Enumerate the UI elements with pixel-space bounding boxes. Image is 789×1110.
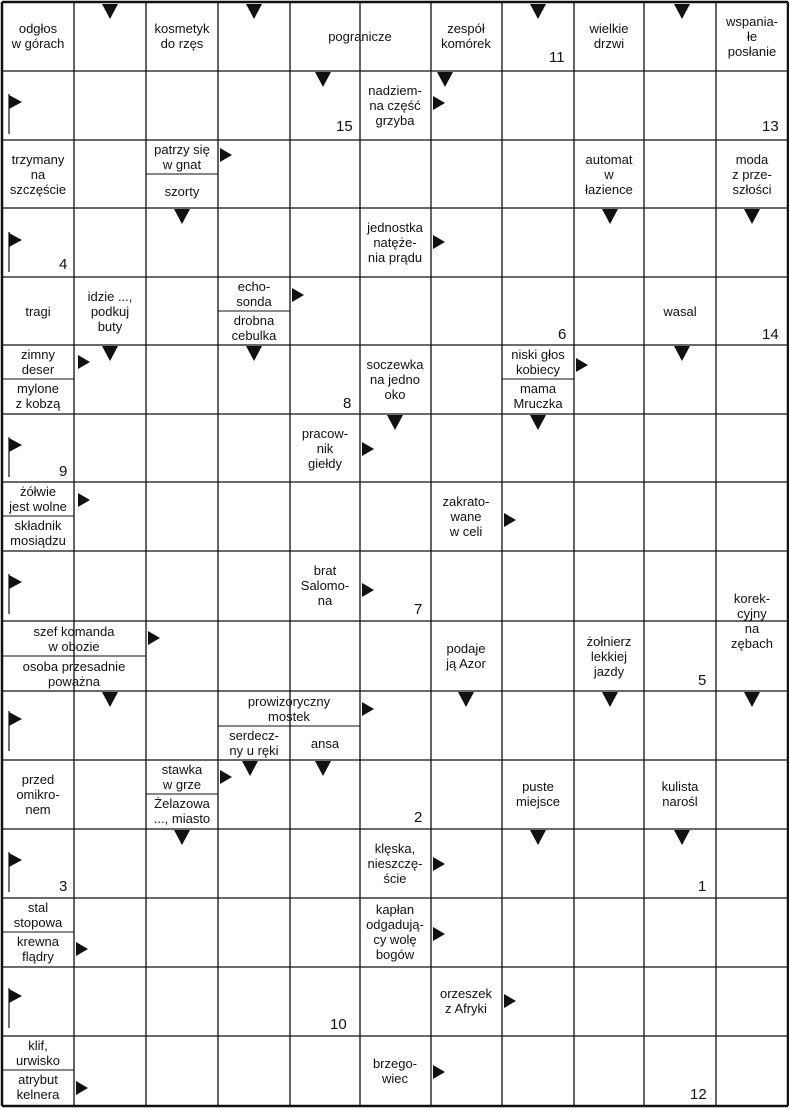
solution-number: 2 bbox=[414, 809, 423, 826]
clue-cell: soczewka na jedno oko bbox=[366, 356, 424, 402]
down-arrow-icon bbox=[246, 346, 262, 361]
clue-cell: wspania- łe posłanie bbox=[725, 13, 779, 59]
solution-number: 15 bbox=[336, 118, 353, 135]
down-arrow-icon bbox=[246, 4, 262, 19]
down-arrow-icon bbox=[744, 209, 760, 224]
clue-cell: kulista narośl bbox=[661, 779, 699, 809]
bent-arrow-icon bbox=[9, 94, 22, 134]
down-arrow-icon bbox=[387, 415, 403, 430]
bent-arrow-icon bbox=[9, 574, 22, 614]
right-arrow-icon bbox=[433, 927, 445, 941]
down-arrow-icon bbox=[744, 692, 760, 707]
clue-cell: żołnierz lekkiej jazdy bbox=[586, 633, 632, 679]
down-arrow-icon bbox=[530, 415, 546, 430]
solution-number: 1 bbox=[698, 878, 707, 895]
clue-cell: stal stopowa bbox=[13, 900, 63, 930]
clue-cell: szorty bbox=[164, 183, 200, 199]
clue-cell: puste miejsce bbox=[515, 779, 561, 809]
clue-cell: serdecz- ny u ręki bbox=[229, 728, 279, 758]
clue-cell: stawka w grze bbox=[161, 762, 203, 792]
down-arrow-icon bbox=[530, 4, 546, 19]
clue-cell: mylone z kobzą bbox=[15, 381, 61, 411]
clue-cell: odgłos w górach bbox=[11, 21, 65, 51]
down-arrow-icon bbox=[530, 830, 546, 845]
clue-cell: niski głos kobiecy bbox=[511, 347, 565, 377]
solution-number: 14 bbox=[762, 326, 779, 343]
solution-number: 11 bbox=[549, 49, 565, 66]
clue-cell: moda z prze- szłości bbox=[732, 151, 772, 197]
right-arrow-icon bbox=[504, 513, 516, 527]
right-arrow-icon bbox=[292, 288, 304, 302]
clue-cell: kosmetyk do rzęs bbox=[154, 21, 210, 51]
down-arrow-icon bbox=[602, 209, 618, 224]
solution-number: 10 bbox=[330, 1016, 347, 1033]
clue-cell: szef komanda w obozie bbox=[33, 623, 115, 654]
solution-number: 4 bbox=[59, 256, 68, 273]
right-arrow-icon bbox=[433, 1065, 445, 1079]
down-arrow-icon bbox=[674, 4, 690, 19]
clue-cell: atrybut kelnera bbox=[16, 1072, 60, 1102]
clue-cell: wielkie drzwi bbox=[589, 21, 629, 51]
clue-cell: drobna cebulka bbox=[231, 313, 277, 343]
clue-cell: podaje ją Azor bbox=[446, 641, 486, 671]
bent-arrow-icon bbox=[9, 711, 22, 751]
clue-cell: nadziem- na część grzyba bbox=[368, 82, 422, 128]
clue-cell: żółwie jest wolne bbox=[9, 484, 67, 514]
bent-arrow-icon bbox=[9, 988, 22, 1028]
solution-number: 6 bbox=[558, 326, 567, 343]
right-arrow-icon bbox=[362, 442, 374, 456]
clue-cell: pogranicze bbox=[328, 28, 392, 44]
clue-cell: zakrato- wane w celi bbox=[442, 493, 490, 539]
clue-cell: pracow- nik giełdy bbox=[301, 425, 349, 471]
right-arrow-icon bbox=[220, 148, 232, 162]
down-arrow-icon bbox=[102, 4, 118, 19]
down-arrow-icon bbox=[174, 209, 190, 224]
clue-cell: patrzy się w gnat bbox=[154, 142, 210, 172]
down-arrow-icon bbox=[102, 692, 118, 707]
down-arrow-icon bbox=[102, 346, 118, 361]
clue-cell: mama Mruczka bbox=[513, 381, 563, 411]
clue-cell: przed omikro- nem bbox=[16, 771, 60, 817]
clue-cell: trzymany na szczęście bbox=[9, 151, 67, 197]
right-arrow-icon bbox=[148, 631, 160, 645]
right-arrow-icon bbox=[76, 942, 88, 956]
right-arrow-icon bbox=[504, 994, 516, 1008]
down-arrow-icon bbox=[174, 830, 190, 845]
clue-cell: idzie ..., podkuj buty bbox=[87, 288, 133, 334]
clue-cell: klif, urwisko bbox=[15, 1038, 61, 1068]
solution-number: 5 bbox=[698, 672, 707, 689]
right-arrow-icon bbox=[362, 583, 374, 597]
solution-number: 9 bbox=[59, 463, 68, 480]
clue-cell: składnik mosiądzu bbox=[10, 518, 66, 548]
right-arrow-icon bbox=[78, 493, 90, 507]
clue-cell: korek- cyjny na zębach bbox=[731, 591, 773, 651]
clue-cell: klęska, nieszczę- ście bbox=[367, 840, 423, 886]
right-arrow-icon bbox=[220, 770, 232, 784]
clue-cell: wasal bbox=[663, 303, 697, 319]
solution-number: 12 bbox=[690, 1086, 707, 1103]
clue-cell: zimny deser bbox=[21, 347, 55, 377]
right-arrow-icon bbox=[78, 355, 90, 369]
solution-number: 8 bbox=[343, 395, 352, 412]
clue-cell: echo- sonda bbox=[236, 279, 272, 309]
down-arrow-icon bbox=[242, 761, 258, 776]
right-arrow-icon bbox=[576, 358, 588, 372]
clue-cell: ansa bbox=[310, 735, 340, 751]
clue-cell: tragi bbox=[25, 303, 51, 319]
down-arrow-icon bbox=[602, 692, 618, 707]
down-arrow-icon bbox=[437, 72, 453, 87]
solution-number: 13 bbox=[762, 118, 779, 135]
right-arrow-icon bbox=[433, 96, 445, 110]
down-arrow-icon bbox=[674, 830, 690, 845]
right-arrow-icon bbox=[76, 1081, 88, 1095]
clue-cell: kapłan odgadują- cy wolę bogów bbox=[366, 902, 424, 962]
clue-cell: prowizoryczny mostek bbox=[247, 693, 331, 724]
down-arrow-icon bbox=[458, 692, 474, 707]
down-arrow-icon bbox=[315, 761, 331, 776]
clue-cell: krewna flądry bbox=[17, 934, 59, 964]
clue-cell: brat Salomo- na bbox=[300, 562, 350, 608]
down-arrow-icon bbox=[315, 72, 331, 87]
right-arrow-icon bbox=[433, 235, 445, 249]
right-arrow-icon bbox=[433, 857, 445, 871]
clue-cell: orzeszek z Afryki bbox=[439, 986, 493, 1016]
clue-cell: osoba przesadnie poważna bbox=[22, 658, 126, 689]
bent-arrow-icon bbox=[9, 852, 22, 892]
solution-number: 3 bbox=[59, 878, 68, 895]
clue-cell: zespół komórek bbox=[441, 21, 491, 51]
right-arrow-icon bbox=[362, 702, 374, 716]
clue-cell: jednostka natęże- nia prądu bbox=[367, 219, 423, 265]
solution-number: 7 bbox=[414, 601, 423, 618]
bent-arrow-icon bbox=[9, 232, 22, 272]
clue-cell: automat w łazience bbox=[585, 151, 633, 197]
down-arrow-icon bbox=[674, 346, 690, 361]
bent-arrow-icon bbox=[9, 437, 22, 477]
clue-cell: brzego- wiec bbox=[372, 1056, 418, 1086]
clue-cell: Żelazowa ..., miasto bbox=[153, 796, 211, 826]
